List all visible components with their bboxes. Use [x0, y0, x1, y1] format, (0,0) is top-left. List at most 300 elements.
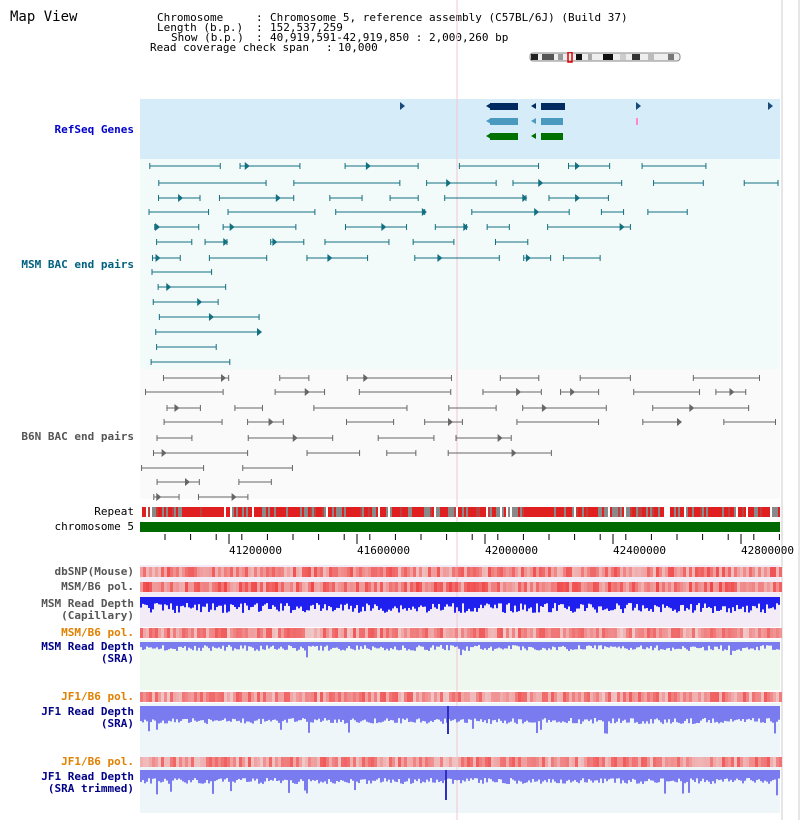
depth-bar — [504, 597, 506, 613]
heat-cell — [287, 757, 290, 767]
depth-bar — [666, 597, 668, 606]
depth-bar — [326, 770, 328, 784]
depth-bar — [368, 597, 370, 605]
heat-cell — [248, 692, 251, 702]
depth-bar — [606, 642, 608, 647]
heat-cell — [377, 582, 380, 592]
depth-bar — [438, 597, 440, 604]
heat-cell — [659, 582, 662, 592]
depth-bar — [148, 642, 150, 648]
heat-cell — [470, 692, 473, 702]
heat-cell — [314, 628, 317, 638]
depth-bar — [208, 706, 210, 719]
heat-cell — [620, 692, 623, 702]
heat-cell — [662, 567, 665, 577]
depth-bar — [152, 642, 154, 649]
heat-cell — [758, 692, 761, 702]
heat-cell — [404, 582, 407, 592]
depth-bar — [302, 770, 304, 781]
depth-bar — [172, 770, 174, 781]
depth-bar — [708, 642, 710, 646]
depth-bar — [330, 642, 332, 649]
depth-bar — [650, 706, 652, 719]
depth-bar — [488, 770, 490, 778]
depth-bar — [430, 642, 432, 648]
depth-bar — [336, 770, 338, 781]
jf1-trim-label[interactable]: JF1 Read Depth — [41, 770, 134, 783]
heat-cell — [704, 582, 707, 592]
depth-bar — [562, 642, 564, 646]
depth-bar — [680, 770, 682, 781]
repeat-block — [226, 507, 228, 517]
repeat-block — [452, 507, 454, 517]
heat-cell — [194, 628, 197, 638]
depth-bar — [570, 770, 572, 782]
heat-cell — [218, 628, 221, 638]
heat-cell — [473, 757, 476, 767]
heat-cell — [200, 692, 203, 702]
heat-cell — [503, 628, 506, 638]
depth-bar — [518, 770, 520, 781]
depth-bar — [460, 642, 462, 655]
heat-cell — [314, 692, 317, 702]
depth-bar — [398, 770, 400, 779]
depth-bar — [648, 642, 650, 648]
heat-cell — [275, 757, 278, 767]
depth-bar — [680, 706, 682, 724]
depth-bar — [668, 706, 670, 719]
jf1-pol-label[interactable]: JF1/B6 pol. — [61, 690, 134, 703]
depth-bar — [152, 770, 154, 779]
depth-bar — [374, 706, 376, 718]
heat-cell — [272, 692, 275, 702]
heat-cell — [683, 692, 686, 702]
heat-cell — [737, 628, 740, 638]
jf1-depth-label[interactable]: JF1 Read Depth — [41, 705, 134, 718]
repeat-block — [518, 507, 520, 517]
repeat-block — [178, 507, 180, 517]
depth-bar — [140, 706, 142, 721]
msm-bac-label[interactable]: MSM BAC end pairs — [21, 258, 134, 271]
depth-bar — [256, 642, 258, 649]
depth-bar — [684, 642, 686, 648]
heat-cell — [521, 628, 524, 638]
repeat-block — [482, 507, 484, 517]
depth-bar — [766, 597, 768, 604]
heat-cell — [704, 567, 707, 577]
heat-cell — [377, 757, 380, 767]
heat-cell — [383, 628, 386, 638]
depth-bar — [264, 597, 266, 604]
depth-bar — [306, 770, 308, 793]
depth-bar — [546, 706, 548, 723]
heat-cell — [431, 628, 434, 638]
heat-cell — [377, 692, 380, 702]
show-sep: : — [256, 31, 263, 44]
heat-cell — [689, 757, 692, 767]
repeat-block — [180, 507, 182, 517]
heat-cell — [773, 582, 776, 592]
depth-bar — [506, 597, 508, 605]
heat-cell — [647, 692, 650, 702]
depth-bar — [610, 706, 612, 723]
repeat-block — [346, 507, 348, 517]
depth-bar — [466, 770, 468, 779]
heat-cell — [350, 628, 353, 638]
heat-cell — [290, 628, 293, 638]
depth-bar — [248, 642, 250, 646]
depth-bar — [456, 597, 458, 607]
depth-bar — [330, 597, 332, 607]
depth-bar — [714, 642, 716, 647]
depth-bar — [544, 706, 546, 718]
b6n-bac-label[interactable]: B6N BAC end pairs — [21, 430, 134, 443]
heat-cell — [197, 628, 200, 638]
depth-bar — [436, 706, 438, 719]
heat-cell — [410, 582, 413, 592]
heat-cell — [188, 582, 191, 592]
heat-cell — [482, 582, 485, 592]
heat-cell — [566, 582, 569, 592]
heat-cell — [506, 757, 509, 767]
depth-bar — [656, 706, 658, 718]
heat-cell — [299, 692, 302, 702]
repeat-block — [348, 507, 350, 517]
depth-bar — [542, 770, 544, 782]
jf1-pol2-label[interactable]: JF1/B6 pol. — [61, 755, 134, 768]
repeat-block — [506, 507, 508, 517]
depth-bar — [726, 642, 728, 650]
repeat-block — [258, 507, 260, 517]
depth-bar — [752, 597, 754, 606]
heat-cell — [662, 628, 665, 638]
depth-bar — [394, 642, 396, 647]
depth-bar — [466, 642, 468, 646]
depth-bar — [216, 642, 218, 648]
depth-bar — [462, 770, 464, 780]
depth-bar — [170, 597, 172, 603]
repeat-block — [270, 507, 272, 517]
heat-cell — [533, 567, 536, 577]
depth-bar — [400, 770, 402, 783]
depth-bar — [572, 642, 574, 650]
heat-cell — [509, 692, 512, 702]
depth-bar — [372, 770, 374, 781]
msm-b6-pol2-label[interactable]: MSM/B6 pol. — [61, 626, 134, 639]
depth-bar — [698, 706, 700, 723]
depth-bar — [738, 642, 740, 649]
depth-bar — [362, 642, 364, 649]
heat-cell — [665, 582, 668, 592]
repeat-block — [308, 507, 310, 517]
heat-cell — [647, 757, 650, 767]
depth-bar — [566, 770, 568, 781]
heat-cell — [410, 692, 413, 702]
heat-cell — [659, 628, 662, 638]
depth-bar — [238, 706, 240, 721]
heat-cell — [275, 692, 278, 702]
depth-bar — [642, 706, 644, 721]
depth-bar — [722, 770, 724, 782]
heat-cell — [560, 757, 563, 767]
heat-cell — [227, 628, 230, 638]
heat-cell — [431, 567, 434, 577]
heat-cell — [170, 628, 173, 638]
depth-bar — [648, 597, 650, 611]
repeat-block — [430, 507, 432, 517]
msm-read-depth-label[interactable]: MSM Read Depth — [41, 597, 134, 610]
repeat-block — [712, 507, 714, 517]
coverage-value: 10,000 — [338, 41, 378, 54]
depth-bar — [162, 770, 164, 782]
heat-cell — [518, 628, 521, 638]
depth-bar — [224, 770, 226, 779]
depth-bar — [326, 706, 328, 720]
repeat-block — [244, 507, 246, 517]
depth-bar — [544, 770, 546, 780]
depth-bar — [190, 597, 192, 608]
depth-bar — [280, 770, 282, 783]
heat-cell — [764, 567, 767, 577]
heat-cell — [596, 582, 599, 592]
depth-bar — [762, 706, 764, 722]
depth-bar — [636, 706, 638, 722]
repeat-block — [642, 507, 644, 517]
heat-cell — [344, 757, 347, 767]
depth-bar — [596, 770, 598, 780]
depth-bar — [744, 642, 746, 648]
heat-cell — [245, 567, 248, 577]
depth-bar — [594, 597, 596, 609]
depth-bar — [660, 597, 662, 612]
depth-bar — [720, 706, 722, 722]
jf1-trim-sub: (SRA trimmed) — [47, 782, 134, 795]
heat-cell — [242, 628, 245, 638]
heat-cell — [239, 582, 242, 592]
depth-bar — [480, 597, 482, 605]
heat-cell — [767, 692, 770, 702]
heat-cell — [155, 582, 158, 592]
heat-cell — [251, 757, 254, 767]
depth-bar — [188, 597, 190, 607]
heat-cell — [320, 692, 323, 702]
repeat-block — [322, 507, 324, 517]
repeat-block — [466, 507, 468, 517]
depth-bar — [146, 770, 148, 782]
heat-cell — [497, 582, 500, 592]
heat-cell — [479, 582, 482, 592]
heat-cell — [401, 567, 404, 577]
depth-bar — [182, 642, 184, 648]
depth-bar — [662, 597, 664, 604]
depth-bar — [430, 597, 432, 609]
depth-bar — [692, 597, 694, 613]
depth-bar — [342, 597, 344, 611]
depth-bar — [580, 642, 582, 649]
depth-bar — [246, 597, 248, 606]
depth-bar — [552, 597, 554, 608]
depth-bar — [296, 706, 298, 721]
heat-cell — [533, 628, 536, 638]
depth-bar — [464, 770, 466, 782]
depth-bar — [232, 642, 234, 651]
depth-bar — [640, 642, 642, 646]
heat-cell — [668, 567, 671, 577]
depth-bar — [600, 770, 602, 779]
depth-bar — [656, 597, 658, 606]
depth-bar — [594, 706, 596, 718]
repeat-block — [412, 507, 414, 517]
heat-cell — [689, 628, 692, 638]
repeat-block — [336, 507, 338, 517]
heat-cell — [368, 692, 371, 702]
heat-cell — [695, 692, 698, 702]
heat-cell — [359, 692, 362, 702]
depth-bar — [310, 770, 312, 781]
heat-cell — [230, 692, 233, 702]
heat-cell — [773, 567, 776, 577]
heat-cell — [668, 582, 671, 592]
repeat-block — [524, 507, 526, 517]
heat-cell — [434, 582, 437, 592]
depth-bar — [490, 642, 492, 647]
depth-bar — [316, 706, 318, 720]
heat-cell — [587, 582, 590, 592]
depth-bar — [220, 706, 222, 721]
repeat-block — [284, 507, 286, 517]
depth-bar — [606, 597, 608, 609]
depth-bar — [702, 597, 704, 608]
depth-bar — [146, 597, 148, 605]
depth-bar — [144, 770, 146, 783]
heat-cell — [395, 757, 398, 767]
depth-bar — [408, 770, 410, 778]
depth-bar — [440, 642, 442, 645]
depth-bar — [666, 706, 668, 723]
depth-bar — [484, 770, 486, 778]
repeat-block — [194, 507, 196, 517]
depth-bar — [176, 706, 178, 719]
heat-cell — [614, 628, 617, 638]
heat-cell — [653, 692, 656, 702]
depth-bar — [312, 597, 314, 605]
depth-bar — [346, 642, 348, 648]
depth-bar — [198, 642, 200, 648]
heat-cell — [332, 628, 335, 638]
msm-b6-pol-label[interactable]: MSM/B6 pol. — [61, 580, 134, 593]
heat-cell — [773, 757, 776, 767]
depth-bar — [160, 706, 162, 723]
heat-cell — [545, 582, 548, 592]
depth-bar — [626, 597, 628, 605]
heat-cell — [218, 567, 221, 577]
heat-cell — [488, 628, 491, 638]
msm-sra-label[interactable]: MSM Read Depth — [41, 640, 134, 653]
heat-cell — [521, 567, 524, 577]
depth-bar — [154, 597, 156, 604]
depth-bar — [180, 597, 182, 606]
depth-bar — [154, 642, 156, 648]
heat-cell — [533, 692, 536, 702]
heat-cell — [767, 628, 770, 638]
heat-cell — [770, 757, 773, 767]
heat-cell — [551, 582, 554, 592]
depth-bar — [264, 706, 266, 722]
depth-bar — [672, 706, 674, 722]
heat-cell — [356, 757, 359, 767]
depth-bar — [168, 642, 170, 649]
refseq-genes-label[interactable]: RefSeq Genes — [54, 123, 134, 136]
depth-bar — [518, 706, 520, 719]
dbsnp-label[interactable]: dbSNP(Mouse) — [54, 565, 134, 578]
repeat-block — [730, 507, 732, 517]
depth-bar — [394, 770, 396, 782]
heat-cell — [173, 582, 176, 592]
heat-cell — [476, 757, 479, 767]
depth-bar — [524, 642, 526, 648]
depth-bar — [774, 770, 776, 779]
depth-bar — [492, 642, 494, 651]
depth-bar — [710, 770, 712, 784]
repeat-block — [410, 507, 412, 517]
heat-cell — [323, 757, 326, 767]
depth-bar — [200, 642, 202, 651]
heat-cell — [560, 692, 563, 702]
depth-bar — [650, 597, 652, 609]
depth-bar — [256, 597, 258, 603]
repeat-block — [478, 507, 480, 517]
depth-bar — [172, 706, 174, 719]
depth-bar — [308, 597, 310, 610]
heat-cell — [770, 692, 773, 702]
heat-cell — [410, 567, 413, 577]
depth-bar — [310, 706, 312, 722]
depth-bar — [200, 597, 202, 612]
depth-bar — [668, 642, 670, 648]
heat-cell — [197, 567, 200, 577]
heat-cell — [494, 757, 497, 767]
heat-cell — [158, 757, 161, 767]
depth-bar — [328, 706, 330, 720]
repeat-block — [190, 507, 192, 517]
heat-cell — [710, 628, 713, 638]
repeat-block — [224, 507, 226, 517]
repeat-block — [636, 507, 638, 517]
gene — [541, 118, 563, 125]
heat-cell — [548, 567, 551, 577]
heat-cell — [341, 582, 344, 592]
heat-cell — [209, 757, 212, 767]
depth-bar — [450, 770, 452, 779]
heat-cell — [149, 692, 152, 702]
depth-bar — [186, 770, 188, 784]
heat-cell — [488, 692, 491, 702]
depth-bar — [280, 706, 282, 730]
depth-bar — [252, 706, 254, 724]
repeat-block — [362, 507, 364, 517]
depth-bar — [384, 706, 386, 720]
heat-cell — [413, 692, 416, 702]
heat-cell — [347, 567, 350, 577]
heat-cell — [725, 757, 728, 767]
heat-cell — [746, 628, 749, 638]
depth-bar — [576, 770, 578, 782]
depth-bar — [436, 642, 438, 647]
depth-bar — [688, 770, 690, 793]
heat-cell — [524, 692, 527, 702]
heat-cell — [176, 757, 179, 767]
heat-cell — [659, 567, 662, 577]
